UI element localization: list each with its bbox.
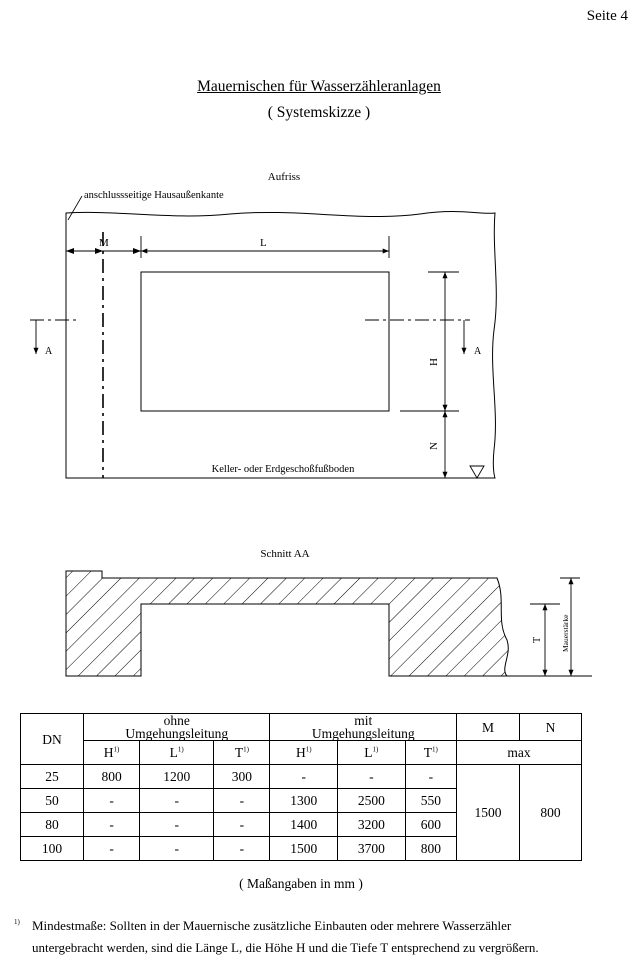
sub-ohne-l: $L^{1)}$ (140, 741, 214, 765)
cell-ohne-t: - (214, 789, 270, 813)
table-row (21, 765, 582, 789)
cell-mit-t: - (405, 765, 456, 789)
dim-t-label: T (532, 636, 543, 643)
section-label-right: A (474, 346, 482, 357)
header-dn: DN (21, 714, 84, 765)
header-mit-l2: Umgehungsleitung (311, 726, 415, 741)
footnote-line-1: Mindestmaße: Sollten in der Mauernische zusätzliche Einbauten oder mehrere Wasserzähler (32, 918, 512, 933)
cell-mit-t: 600 (405, 813, 456, 837)
cell-ohne-t: 300 (214, 765, 270, 789)
dim-wall-label: Mauerstärke (561, 614, 570, 652)
wall-outline (66, 212, 496, 478)
cell-ohne-h: - (84, 789, 140, 813)
cell-dn: 100 (21, 837, 84, 861)
cell-ohne-t: - (214, 813, 270, 837)
dim-l-label: L (260, 237, 267, 249)
table-header-row (21, 714, 582, 741)
table-subheader-row (21, 741, 582, 765)
cell-ohne-l: - (140, 837, 214, 861)
cell-mit-h: 1300 (270, 789, 338, 813)
header-ohne-l1: ohne (163, 713, 190, 728)
page-number: Seite 4 (586, 8, 628, 24)
cell-dn: 25 (21, 765, 84, 789)
edge-leader-line (68, 196, 82, 220)
cell-mit-l: 3200 (338, 813, 406, 837)
cell-mit-h: 1500 (270, 837, 338, 861)
cell-mit-t: 550 (405, 789, 456, 813)
sub-ohne-h: $H^{1)}$ (84, 741, 140, 765)
dimension-table (20, 713, 582, 861)
section-label-left: A (45, 346, 53, 357)
cell-n-value: 800 (520, 765, 582, 861)
cell-mit-h: 1400 (270, 813, 338, 837)
schnitt-heading: Schnitt AA (260, 548, 310, 560)
niche-opening (141, 272, 389, 411)
header-m: M (457, 714, 520, 741)
cell-ohne-l: - (140, 789, 214, 813)
aufriss-heading: Aufriss (267, 171, 301, 183)
cell-dn: 80 (21, 813, 84, 837)
header-mit-umgehung (270, 714, 457, 741)
cell-mit-l: 3700 (338, 837, 406, 861)
cell-mit-l: 2500 (338, 789, 406, 813)
sub-max: max (457, 741, 582, 765)
cell-dn: 50 (21, 789, 84, 813)
cell-mit-l: - (338, 765, 406, 789)
footnote-mark: 1) (14, 918, 20, 926)
edge-label: anschlussseitige Hausaußenkante (84, 190, 224, 201)
cell-m-value: 1500 (457, 765, 520, 861)
sub-ohne-t: $T^{1)}$ (214, 741, 270, 765)
footnote-text (32, 915, 637, 959)
dim-n-label: N (428, 442, 440, 450)
cell-mit-t: 800 (405, 837, 456, 861)
header-ohne-umgehung (84, 714, 270, 741)
cell-ohne-l: - (140, 813, 214, 837)
wall-section (66, 571, 508, 676)
cell-ohne-h: - (84, 837, 140, 861)
header-n: N (520, 714, 582, 741)
document-title-text: Mauernischen für Wasserzähleranlagen (197, 78, 441, 95)
dim-m-label: M (99, 237, 109, 249)
header-ohne-l2: Umgehungsleitung (125, 726, 229, 741)
floor-label: Keller- oder Erdgeschoßfußboden (211, 464, 355, 475)
cell-ohne-h: - (84, 813, 140, 837)
cell-ohne-l: 1200 (140, 765, 214, 789)
footnote-line-2: untergebracht werden, sind die Länge L, die Höhe H und die Tiefe T entsprechend zu vergrößern. (32, 940, 539, 955)
cell-ohne-h: 800 (84, 765, 140, 789)
units-note: ( Maßangaben in mm ) (239, 876, 363, 891)
floor-level-marker (470, 466, 484, 478)
cell-ohne-t: - (214, 837, 270, 861)
dim-h-label: H (428, 358, 440, 366)
document-subtitle: ( Systemskizze ) (267, 104, 371, 121)
header-mit-l1: mit (354, 713, 373, 728)
sub-mit-t: $T^{1)}$ (405, 741, 456, 765)
sub-mit-h: $H^{1)}$ (270, 741, 338, 765)
sub-mit-l: $L^{1)}$ (338, 741, 406, 765)
cell-mit-h: - (270, 765, 338, 789)
